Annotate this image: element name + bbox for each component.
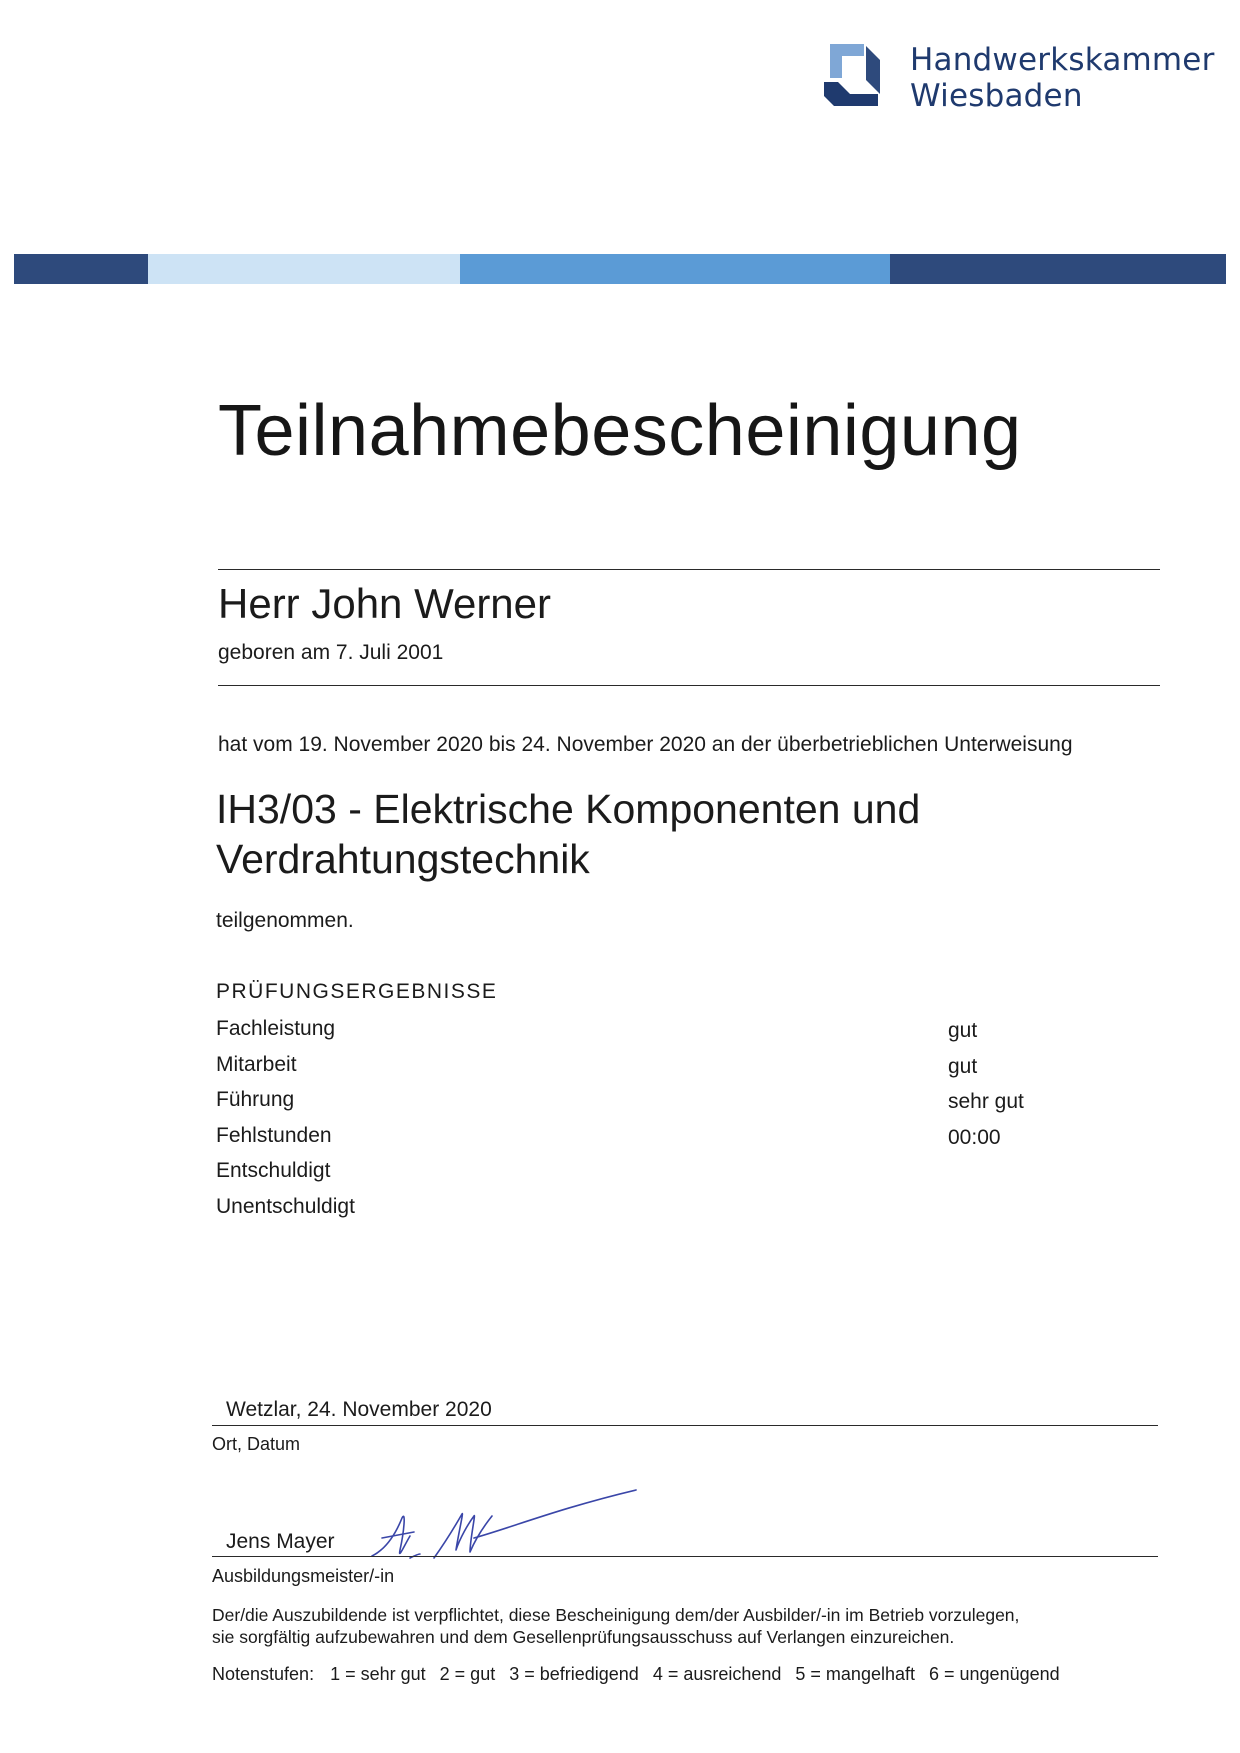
result-label: Führung <box>216 1088 295 1111</box>
result-value: gut <box>948 1019 978 1042</box>
divider-place-date <box>212 1425 1158 1426</box>
recipient-birth-date: geboren am 7. Juli 2001 <box>218 641 444 664</box>
band-segment-dark-right <box>890 254 1226 284</box>
band-segment-light <box>148 254 460 284</box>
results-table <box>216 1017 1116 1230</box>
notice-line2: sie sorgfältig aufzubewahren und dem Gesellenprüfungsausschuss auf Verlangen einzureichen. <box>212 1627 955 1647</box>
band-segment-mid <box>460 254 890 284</box>
grade-scale-label: Notenstufen: <box>212 1664 315 1684</box>
instructor-label: Ausbildungsmeister/-in <box>212 1566 395 1586</box>
divider-signature <box>212 1556 1158 1557</box>
grade-item: 2 = gut <box>439 1664 496 1684</box>
chamber-logo-icon <box>820 44 884 108</box>
result-row-mitarbeit <box>216 1053 1116 1089</box>
result-value: 00:00 <box>948 1125 1001 1149</box>
result-label: Entschuldigt <box>216 1159 331 1182</box>
instructor-name: Jens Mayer <box>226 1530 335 1553</box>
result-value: gut <box>948 1054 978 1078</box>
result-value: sehr gut <box>948 1090 1024 1113</box>
grade-item: 3 = befriedigend <box>509 1664 639 1684</box>
result-row-entschuldigt <box>216 1159 1116 1195</box>
result-row-fuehrung <box>216 1088 1116 1124</box>
grade-item: 5 = mangelhaft <box>795 1664 915 1684</box>
logo-text-line2: Wiesbaden <box>910 78 1083 114</box>
place-date-value: Wetzlar, 24. November 2020 <box>226 1398 492 1421</box>
logo-text-line1: Handwerkskammer <box>910 42 1215 78</box>
result-label: Fachleistung <box>216 1017 336 1040</box>
result-label: Fehlstunden <box>216 1123 332 1147</box>
result-row-fehlstunden <box>216 1124 1116 1160</box>
result-label: Mitarbeit <box>216 1052 297 1076</box>
result-row-unentschuldigt <box>216 1195 1116 1231</box>
decorative-color-band <box>14 254 1226 284</box>
course-period-text: hat vom 19. November 2020 bis 24. November 2020 an der überbetrieblichen Unterweisung <box>218 733 1073 756</box>
chamber-logo <box>820 42 1215 122</box>
participated-text: teilgenommen. <box>216 909 354 932</box>
document-title: Teilnahmebescheinigung <box>218 391 1022 471</box>
recipient-name: Herr John Werner <box>218 580 552 627</box>
grade-item: 1 = sehr gut <box>330 1664 426 1684</box>
result-row-fachleistung <box>216 1017 1116 1053</box>
result-label: Unentschuldigt <box>216 1194 355 1218</box>
results-heading: PRÜFUNGSERGEBNISSE <box>216 980 498 1003</box>
divider-below-name <box>218 685 1160 686</box>
place-date-label: Ort, Datum <box>212 1434 301 1454</box>
grade-scale <box>212 1664 1060 1685</box>
divider-above-name <box>218 569 1160 570</box>
course-title-line1: IH3/03 - Elektrische Komponenten und <box>216 786 921 832</box>
grade-item: 6 = ungenügend <box>929 1664 1060 1684</box>
notice-line1: Der/die Auszubildende ist verpflichtet, diese Bescheinigung dem/der Ausbilder/-in im Betrieb vorzulegen, <box>212 1605 1020 1625</box>
band-segment-dark-left <box>14 254 148 284</box>
course-title-line2: Verdrahtungstechnik <box>216 836 590 882</box>
grade-item: 4 = ausreichend <box>652 1664 782 1684</box>
